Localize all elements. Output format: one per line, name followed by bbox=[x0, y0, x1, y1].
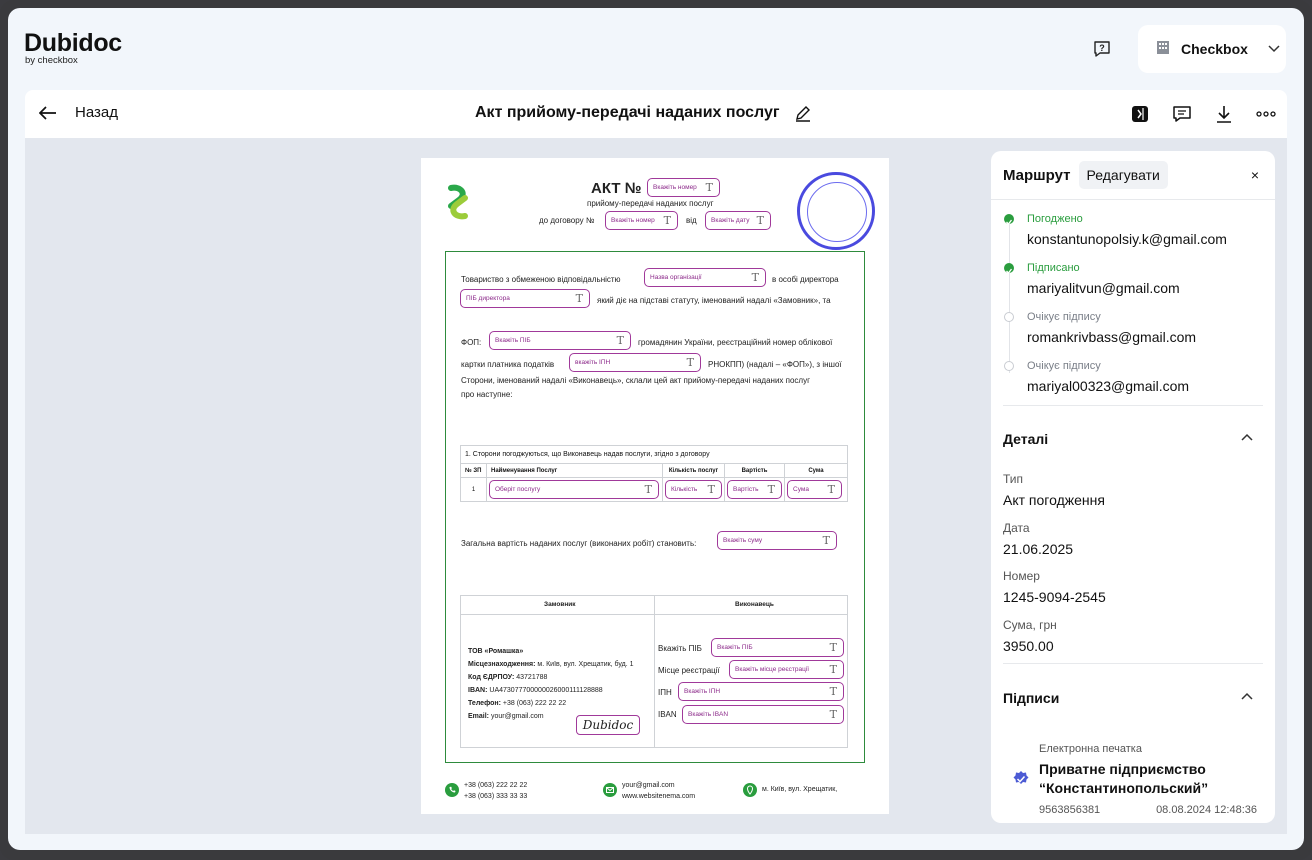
document-toolbar bbox=[25, 90, 1287, 138]
sum-field[interactable] bbox=[787, 480, 842, 499]
detail-value: 1245-9094-2545 bbox=[1003, 589, 1106, 605]
fop-text-e: про наступне: bbox=[461, 390, 513, 399]
fop-text-a: громадянин України, реєстраційний номер облікової bbox=[638, 338, 833, 347]
route-panel bbox=[991, 151, 1275, 823]
comment-icon[interactable] bbox=[1171, 103, 1193, 125]
services-table bbox=[460, 445, 848, 502]
table-header: Сума bbox=[785, 464, 848, 478]
app-name: Dubidoc bbox=[24, 29, 122, 57]
text-type-icon: T bbox=[644, 483, 652, 496]
route-step bbox=[1027, 262, 1180, 297]
route-step bbox=[1027, 213, 1227, 248]
route-step-status: Підписано bbox=[1027, 262, 1080, 274]
detail-label: Сума, грн bbox=[1003, 618, 1057, 632]
email-value: your@gmail.com bbox=[490, 713, 544, 720]
exec-iban-label: IBAN bbox=[658, 710, 677, 719]
signature-code: 9563856381 bbox=[1039, 804, 1101, 816]
email-label: Email: bbox=[468, 713, 490, 720]
qty-field[interactable] bbox=[665, 480, 722, 499]
total-placeholder: Вкажіть суму bbox=[723, 537, 763, 544]
stamp-seal bbox=[797, 172, 875, 250]
date-field[interactable] bbox=[705, 211, 771, 230]
route-step-status: Погоджено bbox=[1027, 213, 1083, 225]
chevron-up-icon[interactable] bbox=[1241, 433, 1253, 441]
exec-ipn-placeholder: Вкажіть ІПН bbox=[684, 688, 721, 695]
svg-text:?: ? bbox=[1099, 43, 1105, 53]
route-status-dot-pending bbox=[1004, 312, 1014, 322]
text-type-icon: T bbox=[827, 483, 835, 496]
text-type-icon: T bbox=[705, 181, 713, 194]
chevron-down-icon bbox=[1268, 40, 1280, 58]
footer-address: м. Київ, вул. Хрещатик, bbox=[762, 786, 838, 793]
text-type-icon: T bbox=[686, 356, 694, 369]
route-step bbox=[1027, 360, 1189, 395]
price-field[interactable] bbox=[727, 480, 782, 499]
text-type-icon: T bbox=[575, 292, 583, 305]
ipn-placeholder: вкажіть ІПН bbox=[575, 359, 611, 366]
iban-value: UA473077700000026000111128888 bbox=[489, 687, 603, 694]
text-type-icon: T bbox=[616, 334, 624, 347]
text-type-icon: T bbox=[829, 685, 837, 698]
service-placeholder: Оберіт послугу bbox=[495, 486, 541, 493]
route-step-status: Очікує підпису bbox=[1027, 311, 1101, 323]
document-viewer bbox=[25, 138, 1287, 834]
arrow-left-icon bbox=[39, 106, 57, 120]
text-type-icon: T bbox=[751, 271, 759, 284]
contract-number-field[interactable] bbox=[605, 211, 678, 230]
price-placeholder: Вартість bbox=[733, 486, 759, 493]
handwritten-signature: Dubidoc bbox=[576, 715, 640, 735]
ipn-field[interactable] bbox=[569, 353, 701, 372]
detail-label: Номер bbox=[1003, 569, 1040, 583]
location-icon bbox=[743, 783, 757, 797]
signature-timestamp: 08.08.2024 12:48:36 bbox=[1156, 804, 1257, 816]
fop-name-field[interactable] bbox=[489, 331, 631, 350]
director-placeholder: ПІБ директора bbox=[466, 295, 510, 302]
edit-route-button[interactable]: Редагувати bbox=[1079, 161, 1168, 189]
exec-name-placeholder: Вкажіть ПІБ bbox=[717, 644, 753, 651]
contract-label: до договору № bbox=[539, 216, 595, 225]
exec-ipn-label: ІПН bbox=[658, 688, 672, 697]
total-label: Загальна вартість наданих послуг (виконаних робіт) становить: bbox=[461, 539, 697, 548]
detail-sum bbox=[1003, 618, 1057, 654]
phone-icon bbox=[445, 783, 459, 797]
exec-name-label: Вкажіть ПІБ bbox=[658, 644, 702, 653]
org-placeholder: Назва організації bbox=[650, 274, 702, 281]
signature-kind: Електронна печатка bbox=[1039, 743, 1142, 755]
back-button[interactable] bbox=[39, 104, 118, 121]
executor-header: Виконавець bbox=[735, 601, 774, 608]
document-title bbox=[475, 104, 812, 122]
exec-iban-placeholder: Вкажіть IBAN bbox=[688, 711, 729, 718]
para1-b: в особі директора bbox=[772, 275, 839, 284]
app-window bbox=[8, 8, 1304, 850]
route-step bbox=[1027, 311, 1196, 346]
back-label: Назад bbox=[75, 104, 118, 121]
route-step-status: Очікує підпису bbox=[1027, 360, 1101, 372]
date-placeholder: Вкажіть дату bbox=[711, 217, 750, 224]
footer-phone1: +38 (063) 222 22 22 bbox=[464, 782, 528, 789]
edrpou-label: Код ЄДРПОУ: bbox=[468, 674, 515, 681]
row-number: 1 bbox=[461, 478, 487, 502]
total-field[interactable] bbox=[717, 531, 837, 550]
text-type-icon: T bbox=[707, 483, 715, 496]
director-field[interactable] bbox=[460, 289, 590, 308]
detail-type bbox=[1003, 472, 1105, 508]
building-icon bbox=[1155, 39, 1171, 60]
side-panel-toggle-icon[interactable] bbox=[1129, 103, 1151, 125]
route-status-dot-pending bbox=[1004, 361, 1014, 371]
route-step-email: konstantunopolsiy.k@gmail.com bbox=[1027, 231, 1227, 247]
text-type-icon: T bbox=[829, 663, 837, 676]
customer-name: ТОВ «Ромашка» bbox=[468, 648, 524, 655]
footer-phone2: +38 (063) 333 33 33 bbox=[464, 793, 528, 800]
text-type-icon: T bbox=[663, 214, 671, 227]
details-section-title[interactable]: Деталі bbox=[1003, 431, 1049, 447]
org-name-field[interactable] bbox=[644, 268, 766, 287]
detail-value: 3950.00 bbox=[1003, 638, 1054, 654]
table-header: Найменування Послуг bbox=[487, 464, 663, 478]
fop-label: ФОП: bbox=[461, 338, 482, 347]
detail-label: Тип bbox=[1003, 472, 1024, 486]
company-selector[interactable] bbox=[1138, 25, 1286, 73]
detail-number bbox=[1003, 569, 1106, 605]
iban-label: IBAN: bbox=[468, 687, 488, 694]
act-number-field[interactable] bbox=[647, 178, 720, 197]
signature-name-line2: “Константинопольский” bbox=[1039, 780, 1209, 796]
footer-site: www.websitenema.com bbox=[622, 793, 696, 800]
act-subtitle: прийому-передачі наданих послуг bbox=[587, 199, 714, 208]
text-type-icon: T bbox=[767, 483, 775, 496]
edrpou-value: 43721788 bbox=[516, 674, 548, 681]
table-header: Вартість bbox=[725, 464, 785, 478]
exec-reg-label: Місце реєстрації bbox=[658, 666, 720, 675]
phone-label: Телефон: bbox=[468, 700, 501, 707]
app-logo[interactable] bbox=[24, 30, 122, 66]
signatures-section-title[interactable]: Підписи bbox=[1003, 690, 1060, 706]
detail-date bbox=[1003, 521, 1073, 557]
contract-number-placeholder: Вкажіть номер bbox=[611, 217, 655, 224]
fop-text-b: картки платника податків bbox=[461, 360, 555, 369]
act-title: АКТ № bbox=[591, 180, 642, 197]
fop-text-d: Сторони, іменований надалі «Виконавець», склали цей акт прийому-передачі наданих послуг bbox=[461, 376, 810, 385]
route-step-email: romankrivbass@gmail.com bbox=[1027, 329, 1197, 345]
signature-name-line1: Приватне підприємство bbox=[1039, 761, 1206, 777]
download-icon[interactable] bbox=[1213, 103, 1235, 125]
detail-label: Дата bbox=[1003, 521, 1030, 535]
detail-value: 21.06.2025 bbox=[1003, 541, 1074, 557]
table-header: Кількість послуг bbox=[663, 464, 725, 478]
location-value: м. Київ, вул. Хрещатик, буд. 1 bbox=[537, 661, 634, 668]
document-page bbox=[421, 158, 889, 814]
route-status-dot-done bbox=[1004, 214, 1014, 224]
para1-c: який діє на підставі статуту, іменований надалі «Замовник», та bbox=[597, 296, 831, 305]
text-type-icon: T bbox=[829, 708, 837, 721]
detail-value: Акт погодження bbox=[1003, 492, 1105, 508]
route-title: Маршрут bbox=[1003, 166, 1071, 184]
service-field[interactable] bbox=[489, 480, 659, 499]
from-label: від bbox=[686, 216, 697, 225]
app-tagline: by checkbox bbox=[25, 55, 78, 66]
customer-header: Замовник bbox=[544, 601, 576, 608]
signature-entry bbox=[1039, 743, 1257, 816]
para1-a: Товариство з обмеженою відповідальністю bbox=[461, 275, 621, 284]
location-label: Місцезнаходження: bbox=[468, 661, 536, 668]
chevron-up-icon[interactable] bbox=[1241, 692, 1253, 700]
email-icon bbox=[603, 783, 617, 797]
text-type-icon: T bbox=[829, 641, 837, 654]
fop-text-c: РНОКПП) (надалі – «ФОП»), з іншої bbox=[708, 360, 842, 369]
phone-value: +38 (063) 222 22 22 bbox=[502, 700, 567, 707]
exec-name-field[interactable] bbox=[711, 638, 844, 657]
sum-placeholder: Сума bbox=[793, 486, 809, 493]
exec-ipn-field[interactable] bbox=[678, 682, 844, 701]
table-caption: 1. Сторони погоджуються, що Виконавець надав послуги, згідно з договору bbox=[461, 446, 848, 464]
exec-iban-field[interactable] bbox=[682, 705, 844, 724]
route-status-dot-done bbox=[1004, 263, 1014, 273]
verified-badge-icon bbox=[1012, 770, 1030, 788]
parties-table bbox=[460, 595, 848, 748]
act-number-placeholder: Вкажіть номер bbox=[653, 184, 697, 191]
exec-reg-placeholder: Вкажіть місце реєстрації bbox=[735, 666, 810, 673]
route-step-email: mariyal00323@gmail.com bbox=[1027, 378, 1190, 394]
company-name: Checkbox bbox=[1181, 41, 1248, 57]
table-header: № ЗП bbox=[461, 464, 487, 478]
document-body-frame bbox=[445, 251, 865, 763]
route-step-email: mariyalitvun@gmail.com bbox=[1027, 280, 1180, 296]
pencil-icon[interactable] bbox=[794, 104, 812, 122]
footer-email: your@gmail.com bbox=[622, 782, 675, 789]
more-icon[interactable] bbox=[1255, 103, 1277, 125]
text-type-icon: T bbox=[822, 534, 830, 547]
fop-name-placeholder: Вкажіть ПІБ bbox=[495, 337, 531, 344]
qty-placeholder: Кількість bbox=[671, 486, 698, 493]
close-icon[interactable]: × bbox=[1250, 167, 1259, 183]
help-icon[interactable] bbox=[1091, 38, 1113, 60]
exec-reg-field[interactable] bbox=[729, 660, 844, 679]
document-title-text: Акт прийому-передачі наданих послуг bbox=[475, 104, 780, 121]
company-logo-icon bbox=[443, 184, 473, 220]
text-type-icon: T bbox=[756, 214, 764, 227]
